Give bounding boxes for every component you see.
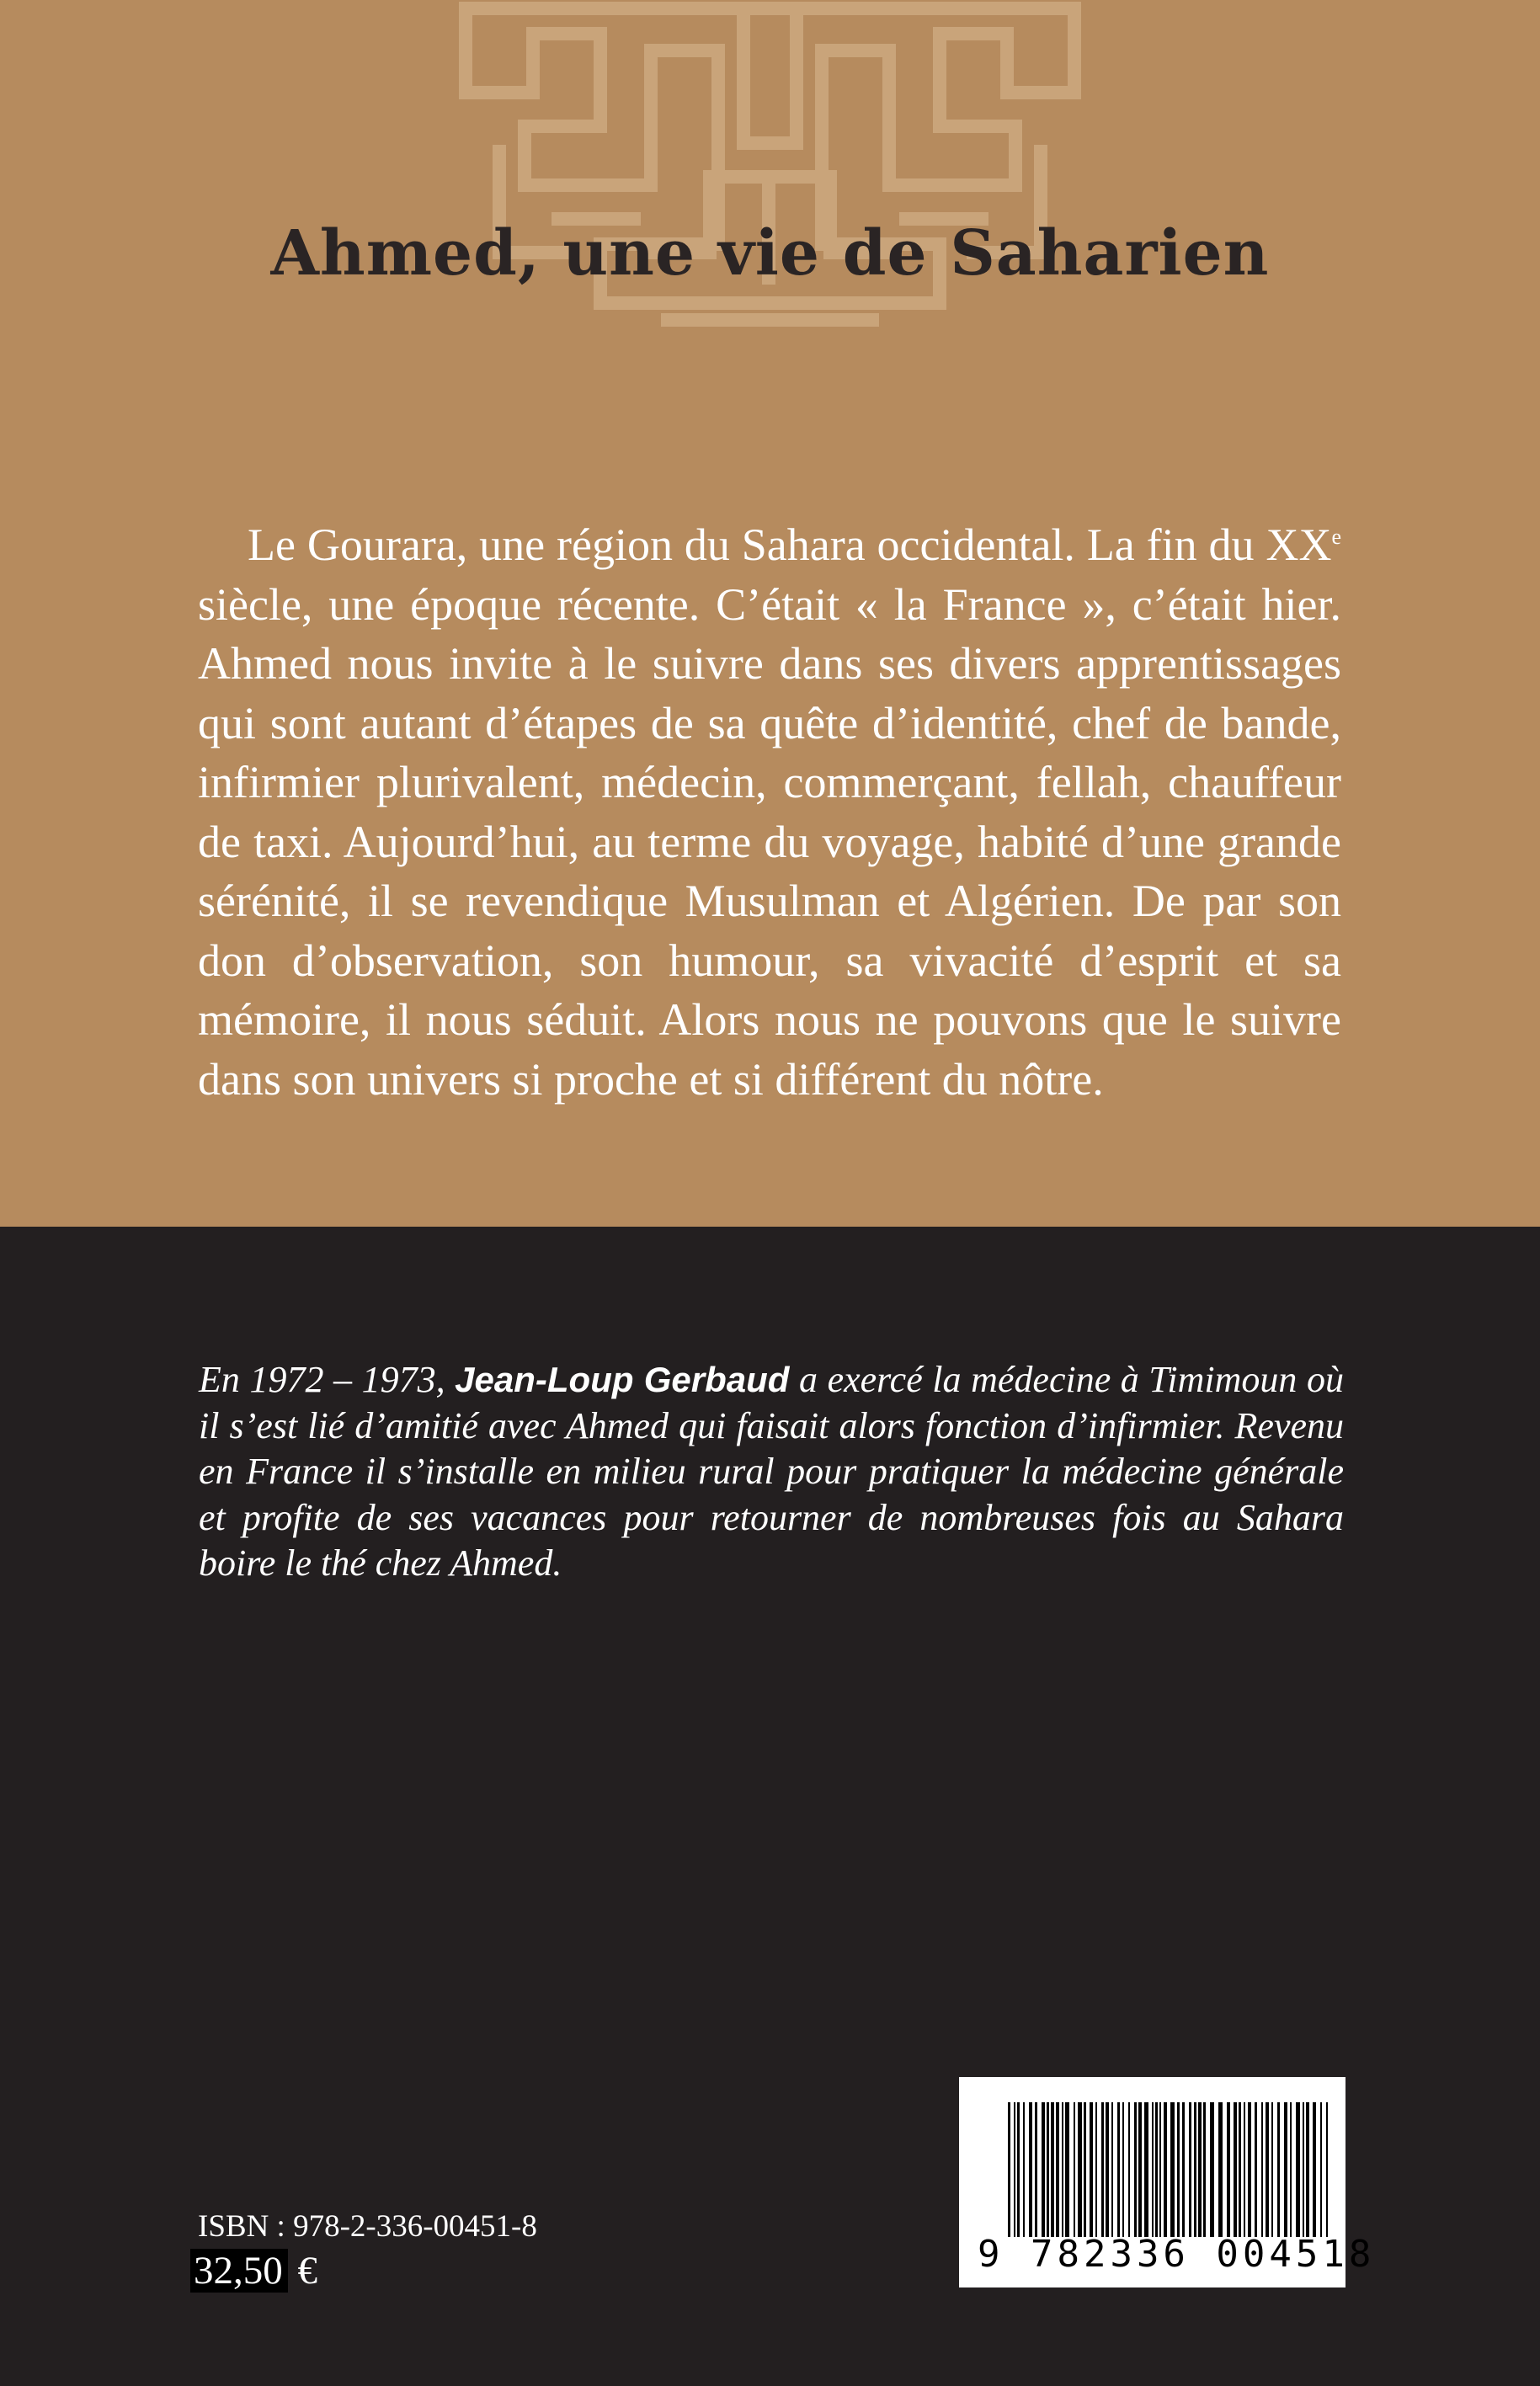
cover-bottom-panel: [0, 1227, 1540, 2386]
blurb-text-rest: siècle, une époque récente. C’était « la France », c’était hier. Ahmed nous invite à le suivre dans ses divers apprentissages qui sont autant d’étapes de sa quête d’identité, chef de bande, infirmier plurivalent, médecin, commerçant, fellah, chauffeur de taxi. Aujourd’hui, au terme du voyage, habité d’une grande sérénité, il se revendique Musulman et Algérien. De par son don d’observation, son humour, sa vivacité d’esprit et sa mémoire, il nous séduit. Alors nous ne pouvons que le suivre dans son univers si proche et si différent du nôtre.: [198, 578, 1341, 1105]
isbn-label: ISBN : 978-2-336-00451-8: [198, 2209, 537, 2244]
price-amount: 32,50: [190, 2249, 288, 2293]
blurb-text-start: Le Gourara, une région du Sahara occidental. La fin du XX: [248, 519, 1332, 570]
author-name: Jean-Loup Gerbaud: [455, 1360, 790, 1399]
bio-lead: En 1972 – 1973,: [199, 1359, 456, 1400]
back-cover-blurb: [198, 515, 1341, 1109]
price: [190, 2248, 317, 2293]
book-title: Ahmed, une vie de Saharien: [270, 217, 1270, 290]
barcode: [959, 2077, 1376, 2287]
barcode-digits: 9 782336 004518: [978, 2233, 1376, 2276]
blurb-superscript: e: [1331, 525, 1341, 549]
bio-text: a exercé la médecine à Timimoun où il s’est lié d’amitié avec Ahmed qui faisait alors fonction d’infirmier. Revenu en France il s’installe en milieu rural pour pratiquer la médecine générale et profite de ses vacances pour retourner de nombreuses fois au Sahara boire le thé chez Ahmed.: [199, 1359, 1344, 1584]
author-bio: [199, 1357, 1344, 1587]
price-currency: €: [297, 2249, 317, 2293]
